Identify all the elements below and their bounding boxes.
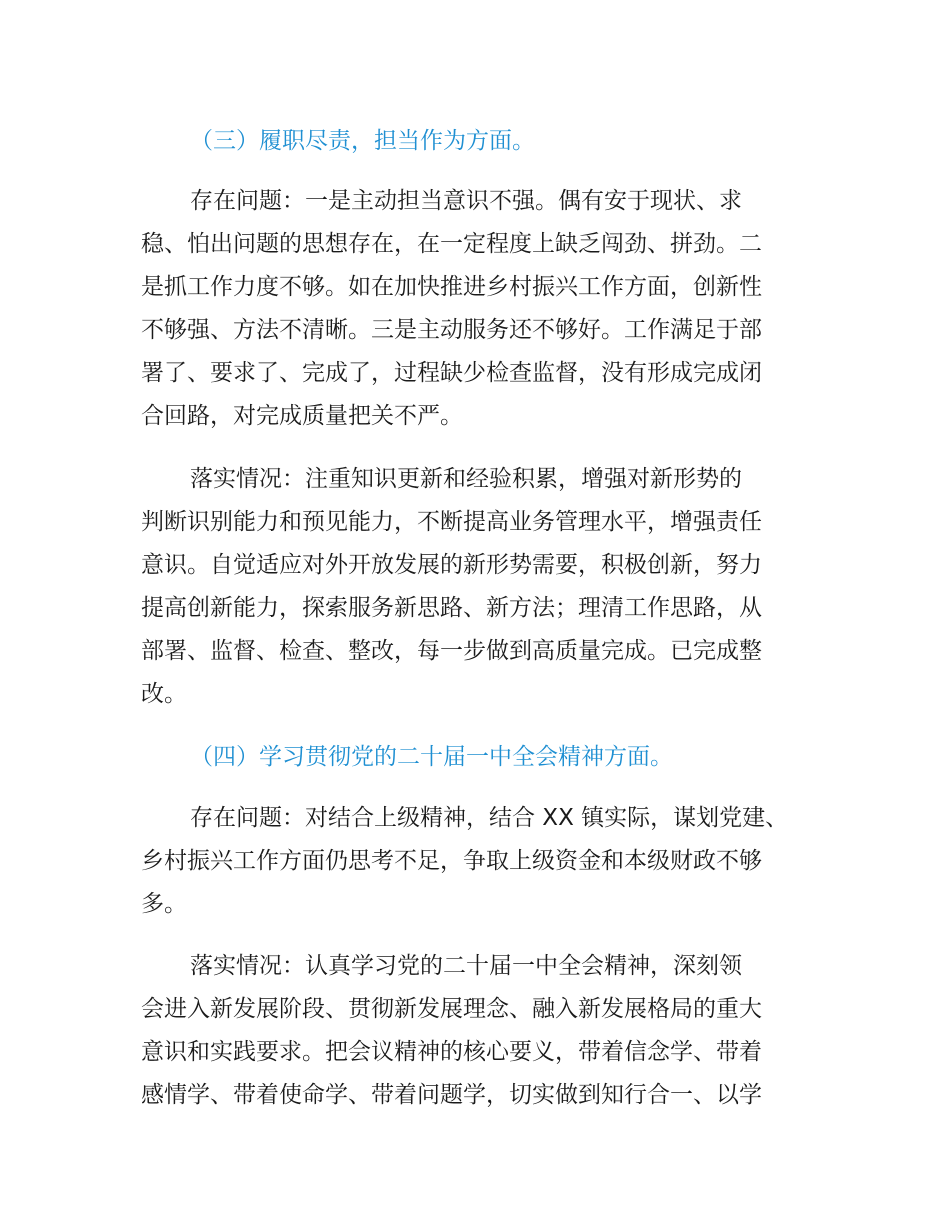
paragraph-line: 感情学、带着使命学、带着问题学，切实做到知行合一、以学 bbox=[141, 1082, 762, 1108]
paragraph-line: 判断识别能力和预见能力，不断提高业务管理水平，增强责任 bbox=[141, 509, 762, 535]
paragraph-line: 署了、要求了、完成了，过程缺少检查监督，没有形成完成闭 bbox=[141, 360, 762, 386]
paragraph-line: 合回路，对完成质量把关不严。 bbox=[141, 403, 463, 429]
paragraph-line: 落实情况：认真学习党的二十届一中全会精神，深刻领 bbox=[190, 953, 742, 979]
paragraph-line: 部署、监督、检查、整改，每一步做到高质量完成。已完成整 bbox=[141, 638, 762, 664]
section-heading-4: （四）学习贯彻党的二十届一中全会精神方面。 bbox=[190, 744, 673, 770]
paragraph-line: 改。 bbox=[141, 681, 187, 707]
paragraph-line: 意识和实践要求。把会议精神的核心要义，带着信念学、带着 bbox=[141, 1039, 762, 1065]
paragraph-line: 意识。自觉适应对外开放发展的新形势需要，积极创新，努力 bbox=[141, 552, 762, 578]
paragraph-line: 是抓工作力度不够。如在加快推进乡村振兴工作方面，创新性 bbox=[141, 274, 762, 300]
issue-paragraph-3 bbox=[141, 180, 821, 438]
implementation-paragraph-4 bbox=[141, 945, 821, 1117]
paragraph-line: 存在问题：一是主动担当意识不强。偶有安于现状、求 bbox=[190, 188, 742, 214]
paragraph-line: 落实情况：注重知识更新和经验积累，增强对新形势的 bbox=[190, 466, 742, 492]
implementation-paragraph-3 bbox=[141, 458, 821, 716]
section-heading-3: （三）履职尽责，担当作为方面。 bbox=[190, 128, 535, 154]
paragraph-line: 提高创新能力，探索服务新思路、新方法；理清工作思路，从 bbox=[141, 595, 762, 621]
paragraph-line: 多。 bbox=[141, 891, 187, 917]
paragraph-line: 乡村振兴工作方面仍思考不足，争取上级资金和本级财政不够 bbox=[141, 848, 762, 874]
paragraph-line: 会进入新发展阶段、贯彻新发展理念、融入新发展格局的重大 bbox=[141, 996, 762, 1022]
paragraph-line: 存在问题：对结合上级精神，结合 XX 镇实际，谋划党建、 bbox=[190, 805, 789, 831]
paragraph-line: 不够强、方法不清晰。三是主动服务还不够好。工作满足于部 bbox=[141, 317, 762, 343]
issue-paragraph-4 bbox=[141, 797, 821, 926]
paragraph-line: 稳、怕出问题的思想存在，在一定程度上缺乏闯劲、拼劲。二 bbox=[141, 231, 762, 257]
